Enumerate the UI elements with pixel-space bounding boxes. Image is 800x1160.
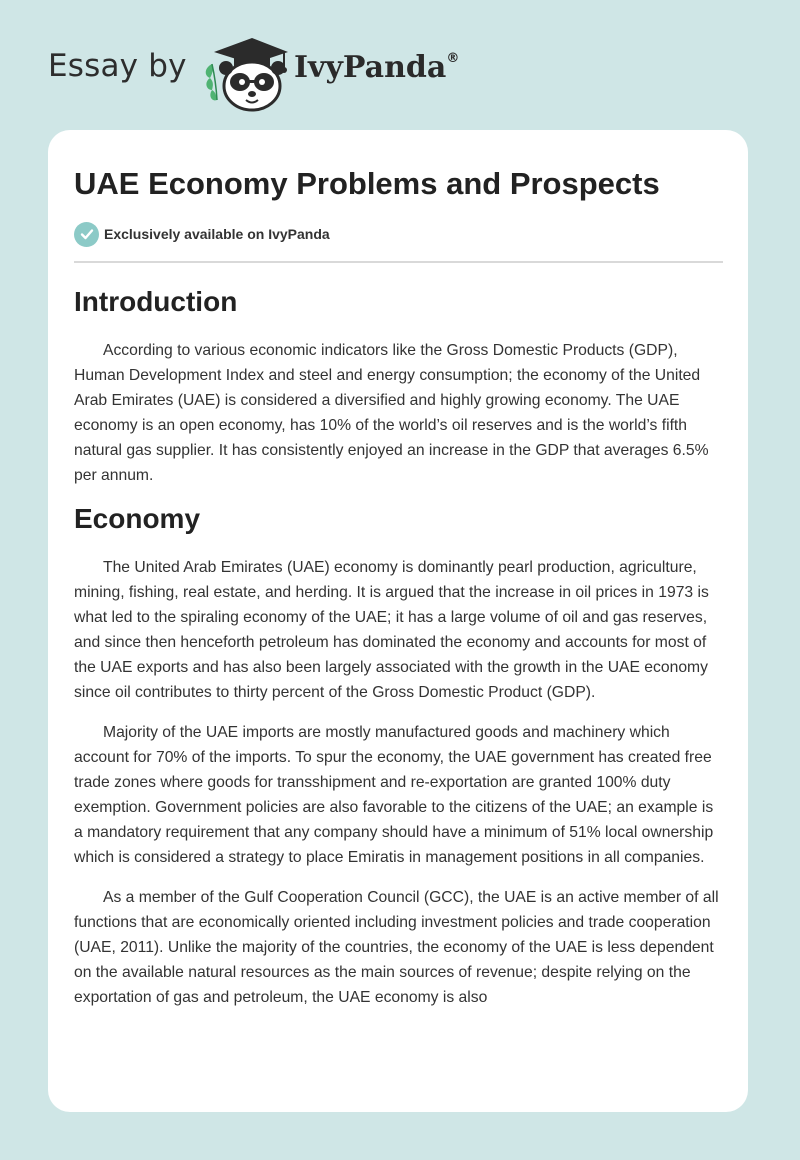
badge-label: Exclusively available on IvyPanda	[104, 226, 330, 242]
section-heading-economy: Economy	[74, 503, 201, 534]
panda-mascot-icon	[200, 34, 292, 112]
section-heading-introduction: Introduction	[74, 286, 238, 317]
essay-by-label: Essay by	[48, 48, 187, 84]
ivypanda-logo[interactable]	[200, 34, 292, 112]
paragraph: The United Arab Emirates (UAE) economy is dominantly pearl production, agriculture, mining, fishing, real estate, and herding. It is argued that the increase in oil prices in 1973 is what led to the spiraling economy of the UAE; it has a large volume of oil and gas reserves, and since then henceforth petroleum has dominated the economy and accounts for most of the UAE exports and has also been largely associated with the growth in the UAE economy since oil contributes to thirty percent of the Gross Domestic Product (GDP).	[74, 559, 709, 701]
paragraph: According to various economic indicators like the Gross Domestic Products (GDP), Human Development Index and steel and energy consumption; the economy of the United Arab Emirates (UAE) is considered a diversified and highly growing economy. The UAE economy is an open economy, has 10% of the world’s oil reserves and is the world’s fifth natural gas supplier. It has consistently enjoyed an increase in the GDP that averages 6.5% per annum.	[74, 342, 709, 484]
essay-card	[48, 130, 748, 1112]
registered-mark: ®	[446, 51, 460, 66]
exclusive-badge	[74, 222, 330, 246]
page-title: UAE Economy Problems and Prospects	[74, 166, 660, 201]
divider	[74, 261, 723, 263]
checkmark-icon	[74, 222, 99, 247]
site-header	[0, 0, 800, 120]
brand-text: IvyPanda	[294, 50, 447, 85]
brand-name[interactable]	[294, 50, 459, 85]
article-body	[74, 280, 726, 1025]
paragraph: Majority of the UAE imports are mostly manufactured goods and machinery which account for 70% of the imports. To spur the economy, the UAE government has created free trade zones where goods for transshipment and re-exportation are granted 100% duty exemption. Government policies are also favorable to the citizens of the UAE; an example is a mandatory requirement that any company should have a minimum of 51% local ownership which is considered a strategy to place Emiratis in management positions in all companies.	[74, 724, 714, 866]
paragraph: As a member of the Gulf Cooperation Council (GCC), the UAE is an active member of all functions that are economically oriented including investment policies and trade cooperation (UAE, 2011). Unlike the majority of the countries, the economy of the UAE is less dependent on the available natural resources as the main sources of revenue; despite relying on the exportation of gas and petroleum, the UAE economy is also	[74, 889, 719, 1006]
